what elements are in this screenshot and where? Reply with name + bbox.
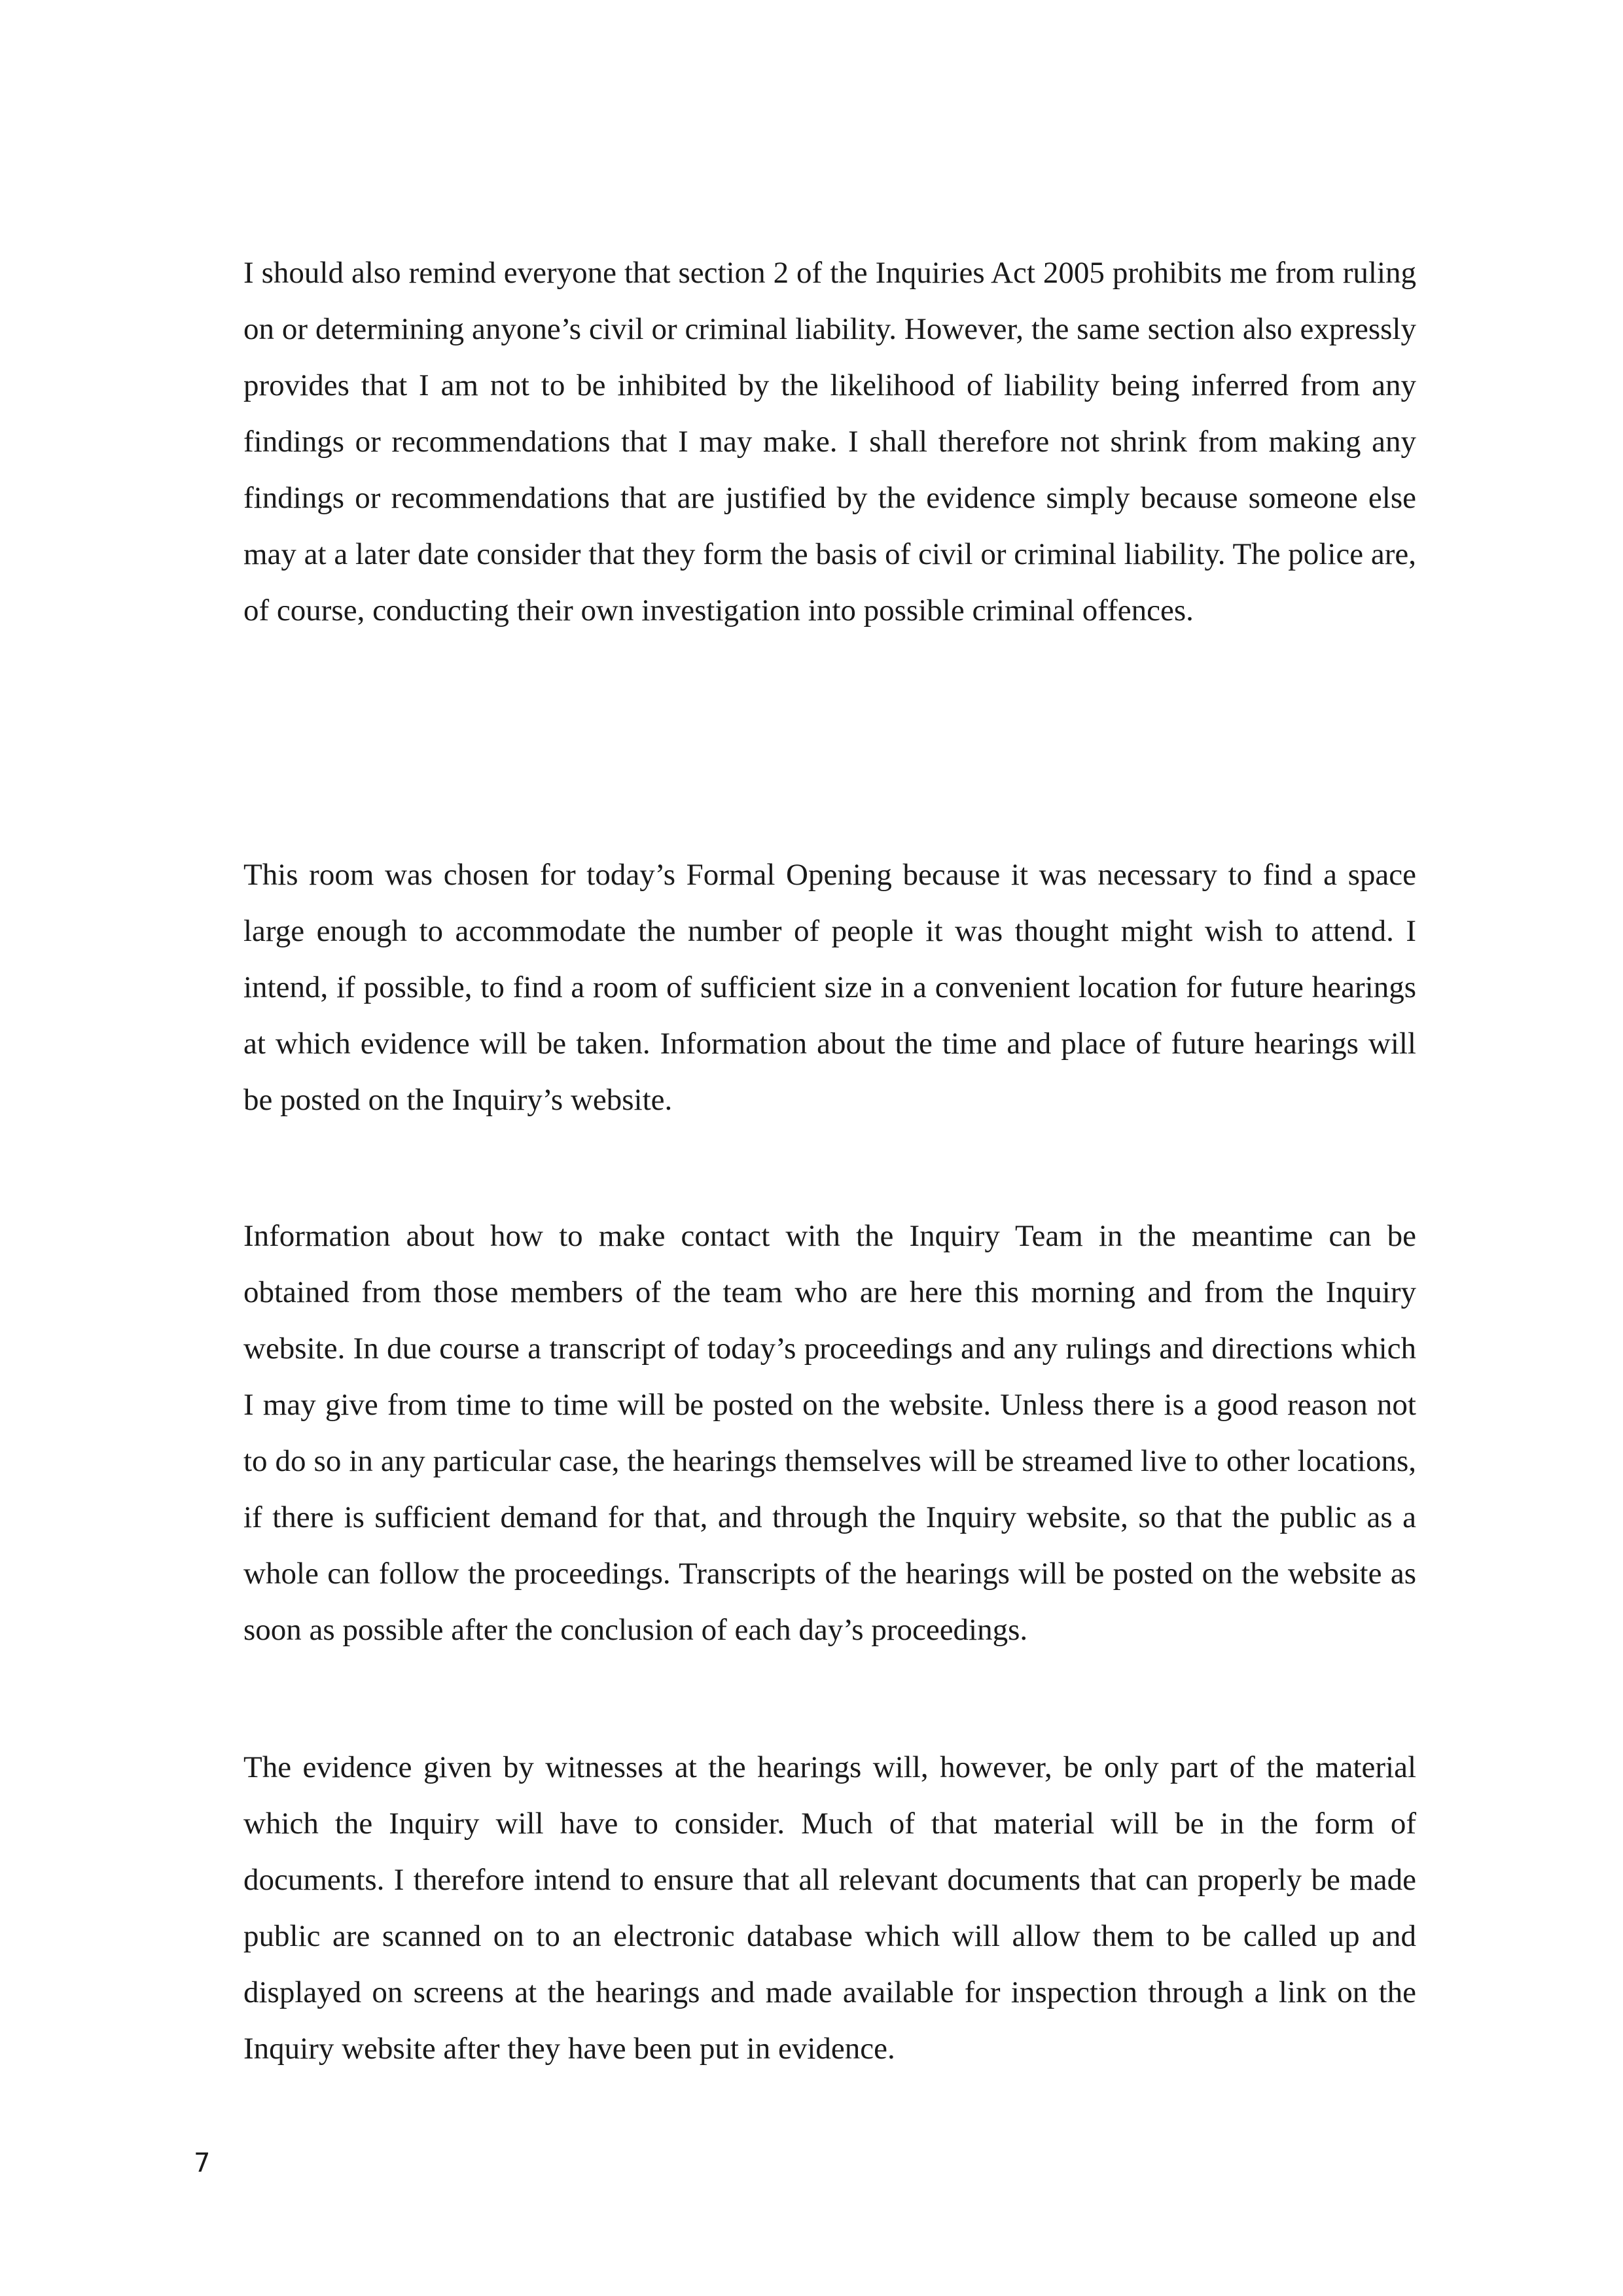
paragraph-room-location: This room was chosen for today’s Formal Opening because it was necessary to find a space large enough to accommodate the number of people it was thought might wish to attend. I intend, if possible, to find a room of sufficient size in a convenient location for future hearings at which evidence will be taken. Information about the time and place of future hearings will be posted on the Inquiry’s website. <box>243 858 1416 1117</box>
paragraph-evidence-documents: The evidence given by witnesses at the hearings will, however, be only part of the material which the Inquiry will have to consider. Much of that material will be in the form of documents. I therefore intend to ensure that all relevant documents that can properly be made public are scanned on to an electronic database which will allow them to be called up and displayed on screens at the hearings and made available for inspection through a link on the Inquiry website after they have been put in evidence. <box>243 1750 1416 2066</box>
page-number: 7 <box>194 2148 211 2178</box>
paragraph-contact-information: Information about how to make contact with the Inquiry Team in the meantime can be obtained from those members of the team who are here this morning and from the Inquiry website. In due course a transcript of today’s proceedings and any rulings and directions which I may give from time to time will be posted on the website. Unless there is a good reason not to do so in any particular case, the hearings themselves will be streamed live to other locations, if there is sufficient demand for that, and through the Inquiry website, so that the public as a whole can follow the proceedings. Transcripts of the hearings will be posted on the website as soon as possible after the conclusion of each day’s proceedings. <box>243 1219 1416 1647</box>
paragraph-liability: I should also remind everyone that section 2 of the Inquiries Act 2005 prohibits me from ruling on or determining anyone’s civil or criminal liability. However, the same section also expressly provides that I am not to be inhibited by the likelihood of liability being inferred from any findings or recommendations that I may make. I shall therefore not shrink from making any findings or recommendations that are justified by the evidence simply because someone else may at a later date consider that they form the basis of civil or criminal liability. The police are, of course, conducting their own investigation into possible criminal offences. <box>243 256 1416 627</box>
